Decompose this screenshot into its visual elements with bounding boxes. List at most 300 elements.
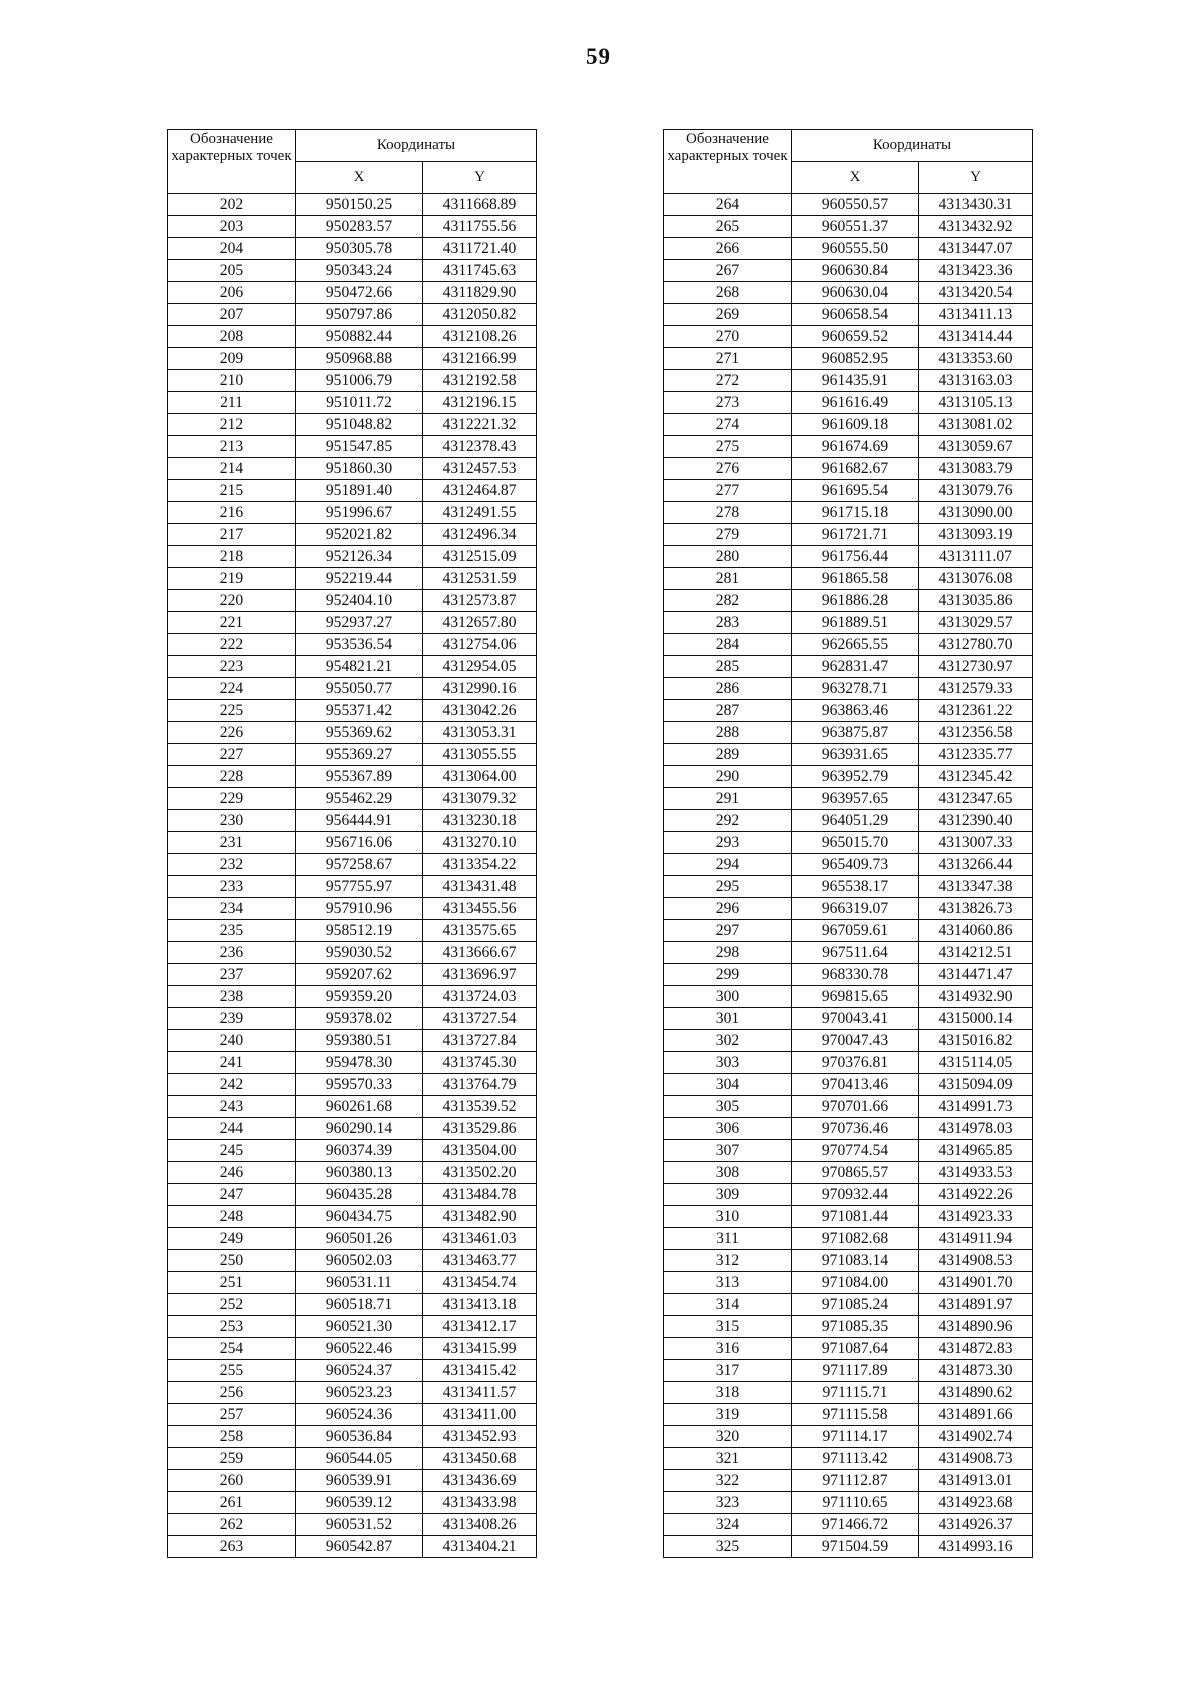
point-id-cell: 250: [168, 1250, 296, 1272]
x-coordinate-cell: 960544.05: [296, 1448, 423, 1470]
x-coordinate-cell: 955369.27: [296, 744, 423, 766]
y-coordinate-cell: 4312361.22: [919, 700, 1033, 722]
y-coordinate-cell: 4313055.55: [423, 744, 537, 766]
x-coordinate-cell: 963863.46: [792, 700, 919, 722]
point-id-cell: 319: [664, 1404, 792, 1426]
x-coordinate-cell: 959030.52: [296, 942, 423, 964]
y-coordinate-cell: 4312166.99: [423, 348, 537, 370]
y-coordinate-cell: 4312531.59: [423, 568, 537, 590]
table-row: [664, 634, 1033, 656]
point-id-cell: 210: [168, 370, 296, 392]
y-coordinate-cell: 4313745.30: [423, 1052, 537, 1074]
x-coordinate-cell: 951011.72: [296, 392, 423, 414]
x-coordinate-cell: 960522.46: [296, 1338, 423, 1360]
point-id-cell: 241: [168, 1052, 296, 1074]
x-coordinate-cell: 957755.97: [296, 876, 423, 898]
x-coordinate-cell: 959207.62: [296, 964, 423, 986]
y-coordinate-cell: 4313764.79: [423, 1074, 537, 1096]
table-row: [664, 1294, 1033, 1316]
x-coordinate-cell: 951048.82: [296, 414, 423, 436]
x-coordinate-cell: 950305.78: [296, 238, 423, 260]
table-row: [664, 920, 1033, 942]
x-coordinate-cell: 959380.51: [296, 1030, 423, 1052]
point-id-cell: 251: [168, 1272, 296, 1294]
point-id-cell: 263: [168, 1536, 296, 1558]
y-coordinate-cell: 4313450.68: [423, 1448, 537, 1470]
x-coordinate-cell: 971112.87: [792, 1470, 919, 1492]
y-coordinate-cell: 4312780.70: [919, 634, 1033, 656]
table-row: [664, 1448, 1033, 1470]
x-coordinate-cell: 968330.78: [792, 964, 919, 986]
table-row: [168, 392, 537, 414]
y-coordinate-cell: 4313412.17: [423, 1316, 537, 1338]
point-id-cell: 212: [168, 414, 296, 436]
y-coordinate-cell: 4313461.03: [423, 1228, 537, 1250]
point-id-cell: 225: [168, 700, 296, 722]
table-row: [168, 458, 537, 480]
y-coordinate-cell: 4311721.40: [423, 238, 537, 260]
y-coordinate-cell: 4312335.77: [919, 744, 1033, 766]
table-row: [664, 898, 1033, 920]
y-coordinate-cell: 4314923.33: [919, 1206, 1033, 1228]
table-row: [168, 1360, 537, 1382]
y-coordinate-cell: 4313452.93: [423, 1426, 537, 1448]
table-row: [664, 1008, 1033, 1030]
table-row: [664, 678, 1033, 700]
table-row: [168, 1448, 537, 1470]
point-id-cell: 325: [664, 1536, 792, 1558]
y-coordinate-cell: 4313413.18: [423, 1294, 537, 1316]
point-id-cell: 318: [664, 1382, 792, 1404]
point-id-cell: 324: [664, 1514, 792, 1536]
y-column-header: Y: [919, 162, 1033, 194]
point-id-cell: 313: [664, 1272, 792, 1294]
table-row: [664, 502, 1033, 524]
table-row: [168, 480, 537, 502]
table-row: [664, 1514, 1033, 1536]
point-id-cell: 311: [664, 1228, 792, 1250]
y-coordinate-cell: 4313455.56: [423, 898, 537, 920]
table-row: [168, 1096, 537, 1118]
point-id-cell: 249: [168, 1228, 296, 1250]
table-row: [664, 194, 1033, 216]
table-row: [664, 392, 1033, 414]
point-id-cell: 264: [664, 194, 792, 216]
table-row: [664, 1360, 1033, 1382]
x-coordinate-cell: 970413.46: [792, 1074, 919, 1096]
point-id-cell: 277: [664, 480, 792, 502]
table-row: [168, 898, 537, 920]
table-row: [168, 854, 537, 876]
table-row: [664, 854, 1033, 876]
table-row: [664, 612, 1033, 634]
table-row: [168, 1140, 537, 1162]
x-coordinate-cell: 955367.89: [296, 766, 423, 788]
y-coordinate-cell: 4313035.86: [919, 590, 1033, 612]
x-coordinate-cell: 960502.03: [296, 1250, 423, 1272]
x-coordinate-cell: 952937.27: [296, 612, 423, 634]
x-coordinate-cell: 960524.36: [296, 1404, 423, 1426]
point-id-cell: 236: [168, 942, 296, 964]
y-coordinate-cell: 4313447.07: [919, 238, 1033, 260]
point-id-cell: 242: [168, 1074, 296, 1096]
x-coordinate-cell: 965409.73: [792, 854, 919, 876]
point-id-cell: 286: [664, 678, 792, 700]
table-row: [168, 744, 537, 766]
table-row: [664, 1492, 1033, 1514]
table-row: [168, 656, 537, 678]
table-row: [664, 964, 1033, 986]
x-coordinate-cell: 963278.71: [792, 678, 919, 700]
point-id-cell: 272: [664, 370, 792, 392]
x-coordinate-cell: 963957.65: [792, 788, 919, 810]
x-coordinate-cell: 950797.86: [296, 304, 423, 326]
x-coordinate-cell: 965015.70: [792, 832, 919, 854]
point-id-cell: 204: [168, 238, 296, 260]
y-coordinate-cell: 4314873.30: [919, 1360, 1033, 1382]
table-row: [168, 1536, 537, 1558]
point-id-cell: 296: [664, 898, 792, 920]
table-row: [168, 678, 537, 700]
table-row: [664, 1382, 1033, 1404]
point-id-cell: 247: [168, 1184, 296, 1206]
x-coordinate-cell: 960551.37: [792, 216, 919, 238]
y-coordinate-cell: 4313093.19: [919, 524, 1033, 546]
y-coordinate-cell: 4312196.15: [423, 392, 537, 414]
x-coordinate-cell: 959359.20: [296, 986, 423, 1008]
table-row: [664, 1096, 1033, 1118]
x-coordinate-cell: 971084.00: [792, 1272, 919, 1294]
y-coordinate-cell: 4313420.54: [919, 282, 1033, 304]
point-id-cell: 273: [664, 392, 792, 414]
y-coordinate-cell: 4314933.53: [919, 1162, 1033, 1184]
table-row: [168, 788, 537, 810]
x-coordinate-cell: 952404.10: [296, 590, 423, 612]
x-coordinate-cell: 961889.51: [792, 612, 919, 634]
point-id-cell: 203: [168, 216, 296, 238]
y-coordinate-cell: 4314471.47: [919, 964, 1033, 986]
table-row: [664, 524, 1033, 546]
x-coordinate-cell: 963952.79: [792, 766, 919, 788]
point-id-cell: 321: [664, 1448, 792, 1470]
y-coordinate-cell: 4314913.01: [919, 1470, 1033, 1492]
y-coordinate-cell: 4312515.09: [423, 546, 537, 568]
x-coordinate-cell: 971083.14: [792, 1250, 919, 1272]
table-row: [664, 304, 1033, 326]
x-coordinate-cell: 950150.25: [296, 194, 423, 216]
x-coordinate-cell: 963931.65: [792, 744, 919, 766]
table-row: [664, 326, 1033, 348]
y-coordinate-cell: 4312050.82: [423, 304, 537, 326]
y-coordinate-cell: 4312657.80: [423, 612, 537, 634]
y-coordinate-cell: 4314902.74: [919, 1426, 1033, 1448]
table-row: [168, 1052, 537, 1074]
y-coordinate-cell: 4313064.00: [423, 766, 537, 788]
x-coordinate-cell: 953536.54: [296, 634, 423, 656]
y-coordinate-cell: 4313539.52: [423, 1096, 537, 1118]
y-coordinate-cell: 4315000.14: [919, 1008, 1033, 1030]
point-id-cell: 231: [168, 832, 296, 854]
x-coordinate-cell: 970865.57: [792, 1162, 919, 1184]
point-id-cell: 208: [168, 326, 296, 348]
point-id-cell: 260: [168, 1470, 296, 1492]
y-coordinate-cell: 4313353.60: [919, 348, 1033, 370]
y-coordinate-cell: 4314923.68: [919, 1492, 1033, 1514]
y-coordinate-cell: 4313090.00: [919, 502, 1033, 524]
x-coordinate-cell: 970047.43: [792, 1030, 919, 1052]
x-coordinate-cell: 961435.91: [792, 370, 919, 392]
point-id-cell: 320: [664, 1426, 792, 1448]
y-coordinate-cell: 4313415.42: [423, 1360, 537, 1382]
y-coordinate-cell: 4314891.97: [919, 1294, 1033, 1316]
point-id-cell: 238: [168, 986, 296, 1008]
point-id-cell: 219: [168, 568, 296, 590]
point-id-cell: 309: [664, 1184, 792, 1206]
x-coordinate-cell: 963875.87: [792, 722, 919, 744]
table-row: [168, 700, 537, 722]
point-id-cell: 237: [168, 964, 296, 986]
table-row: [168, 1206, 537, 1228]
table-row: [168, 370, 537, 392]
y-coordinate-cell: 4312464.87: [423, 480, 537, 502]
y-coordinate-cell: 4312730.97: [919, 656, 1033, 678]
table-row: [664, 1426, 1033, 1448]
y-coordinate-cell: 4313079.76: [919, 480, 1033, 502]
x-coordinate-cell: 961715.18: [792, 502, 919, 524]
x-coordinate-cell: 960630.84: [792, 260, 919, 282]
point-id-cell: 281: [664, 568, 792, 590]
x-coordinate-cell: 961886.28: [792, 590, 919, 612]
point-id-cell: 268: [664, 282, 792, 304]
y-coordinate-cell: 4312356.58: [919, 722, 1033, 744]
point-id-cell: 278: [664, 502, 792, 524]
table-row: [664, 1536, 1033, 1558]
table-row: [664, 656, 1033, 678]
point-id-cell: 284: [664, 634, 792, 656]
point-id-cell: 209: [168, 348, 296, 370]
point-id-cell: 226: [168, 722, 296, 744]
coordinates-header: Координаты: [792, 130, 1033, 162]
table-row: [168, 1074, 537, 1096]
x-coordinate-cell: 960380.13: [296, 1162, 423, 1184]
x-coordinate-cell: 951996.67: [296, 502, 423, 524]
point-id-cell: 282: [664, 590, 792, 612]
y-coordinate-cell: 4312573.87: [423, 590, 537, 612]
table-row: [168, 1008, 537, 1030]
point-id-cell: 220: [168, 590, 296, 612]
point-id-cell: 305: [664, 1096, 792, 1118]
y-coordinate-cell: 4313454.74: [423, 1272, 537, 1294]
x-coordinate-cell: 971085.35: [792, 1316, 919, 1338]
point-id-cell: 215: [168, 480, 296, 502]
x-coordinate-cell: 970701.66: [792, 1096, 919, 1118]
y-coordinate-cell: 4313575.65: [423, 920, 537, 942]
y-coordinate-cell: 4312754.06: [423, 634, 537, 656]
y-coordinate-cell: 4313423.36: [919, 260, 1033, 282]
x-coordinate-cell: 960290.14: [296, 1118, 423, 1140]
table-row: [664, 832, 1033, 854]
point-id-cell: 266: [664, 238, 792, 260]
y-coordinate-cell: 4314908.53: [919, 1250, 1033, 1272]
x-coordinate-cell: 971110.65: [792, 1492, 919, 1514]
y-coordinate-cell: 4313826.73: [919, 898, 1033, 920]
x-coordinate-cell: 960521.30: [296, 1316, 423, 1338]
y-coordinate-cell: 4314212.51: [919, 942, 1033, 964]
y-coordinate-cell: 4313076.08: [919, 568, 1033, 590]
y-coordinate-cell: 4313432.92: [919, 216, 1033, 238]
x-coordinate-cell: 960531.11: [296, 1272, 423, 1294]
x-coordinate-cell: 960501.26: [296, 1228, 423, 1250]
point-id-cell: 202: [168, 194, 296, 216]
y-coordinate-cell: 4313482.90: [423, 1206, 537, 1228]
y-coordinate-cell: 4314891.66: [919, 1404, 1033, 1426]
point-id-cell: 294: [664, 854, 792, 876]
table-row: [168, 260, 537, 282]
y-coordinate-cell: 4315094.09: [919, 1074, 1033, 1096]
x-coordinate-cell: 971081.44: [792, 1206, 919, 1228]
point-id-cell: 259: [168, 1448, 296, 1470]
x-coordinate-cell: 960630.04: [792, 282, 919, 304]
x-coordinate-cell: 961616.49: [792, 392, 919, 414]
x-coordinate-cell: 961865.58: [792, 568, 919, 590]
table-row: [168, 1162, 537, 1184]
table-row: [664, 1250, 1033, 1272]
y-coordinate-cell: 4313081.02: [919, 414, 1033, 436]
point-id-cell: 221: [168, 612, 296, 634]
table-row: [168, 1514, 537, 1536]
x-coordinate-cell: 960542.87: [296, 1536, 423, 1558]
table-row: [168, 304, 537, 326]
y-coordinate-cell: 4311829.90: [423, 282, 537, 304]
y-coordinate-cell: 4313266.44: [919, 854, 1033, 876]
point-id-cell: 213: [168, 436, 296, 458]
x-coordinate-cell: 950472.66: [296, 282, 423, 304]
x-coordinate-cell: 960434.75: [296, 1206, 423, 1228]
table-row: [168, 612, 537, 634]
x-coordinate-cell: 961674.69: [792, 436, 919, 458]
coordinates-header: Координаты: [296, 130, 537, 162]
x-coordinate-cell: 958512.19: [296, 920, 423, 942]
table-row: [664, 1030, 1033, 1052]
table-row: [664, 1228, 1033, 1250]
table-row: [664, 1272, 1033, 1294]
table-row: [664, 1470, 1033, 1492]
x-coordinate-cell: 960539.91: [296, 1470, 423, 1492]
table-row: [664, 436, 1033, 458]
table-row: [168, 502, 537, 524]
table-row: [664, 1074, 1033, 1096]
x-coordinate-cell: 965538.17: [792, 876, 919, 898]
table-row: [664, 1140, 1033, 1162]
y-coordinate-cell: 4313724.03: [423, 986, 537, 1008]
x-coordinate-cell: 961721.71: [792, 524, 919, 546]
table-row: [168, 1030, 537, 1052]
x-coordinate-cell: 957910.96: [296, 898, 423, 920]
table-row: [664, 1118, 1033, 1140]
point-id-cell: 287: [664, 700, 792, 722]
coordinates-table-left: [167, 129, 537, 1558]
table-row: [168, 1426, 537, 1448]
point-id-cell: 234: [168, 898, 296, 920]
y-coordinate-cell: 4312345.42: [919, 766, 1033, 788]
table-row: [168, 1316, 537, 1338]
y-coordinate-cell: 4313727.54: [423, 1008, 537, 1030]
point-id-cell: 303: [664, 1052, 792, 1074]
table-row: [168, 1404, 537, 1426]
point-id-cell: 257: [168, 1404, 296, 1426]
y-coordinate-cell: 4313230.18: [423, 810, 537, 832]
point-id-cell: 304: [664, 1074, 792, 1096]
y-coordinate-cell: 4314872.83: [919, 1338, 1033, 1360]
point-id-cell: 314: [664, 1294, 792, 1316]
y-coordinate-cell: 4312378.43: [423, 436, 537, 458]
y-coordinate-cell: 4314890.62: [919, 1382, 1033, 1404]
y-coordinate-cell: 4313059.67: [919, 436, 1033, 458]
y-coordinate-cell: 4313029.57: [919, 612, 1033, 634]
table-row: [664, 348, 1033, 370]
table-row: [664, 260, 1033, 282]
x-coordinate-cell: 966319.07: [792, 898, 919, 920]
x-coordinate-cell: 955050.77: [296, 678, 423, 700]
point-id-cell: 280: [664, 546, 792, 568]
x-column-header: X: [296, 162, 423, 194]
y-coordinate-cell: 4312192.58: [423, 370, 537, 392]
table-row: [168, 634, 537, 656]
coordinates-table-right: [663, 129, 1033, 1558]
point-id-cell: 239: [168, 1008, 296, 1030]
point-id-cell: 316: [664, 1338, 792, 1360]
x-coordinate-cell: 971087.64: [792, 1338, 919, 1360]
table-body: [664, 194, 1033, 1558]
table-row: [168, 832, 537, 854]
x-coordinate-cell: 960550.57: [792, 194, 919, 216]
table-row: [664, 1316, 1033, 1338]
table-row: [168, 524, 537, 546]
table-row: [664, 876, 1033, 898]
x-coordinate-cell: 960518.71: [296, 1294, 423, 1316]
y-coordinate-cell: 4312954.05: [423, 656, 537, 678]
y-coordinate-cell: 4313529.86: [423, 1118, 537, 1140]
point-id-cell: 261: [168, 1492, 296, 1514]
x-coordinate-cell: 962665.55: [792, 634, 919, 656]
table-row: [664, 414, 1033, 436]
point-id-cell: 299: [664, 964, 792, 986]
y-coordinate-cell: 4313079.32: [423, 788, 537, 810]
table-row: [664, 744, 1033, 766]
point-id-cell: 211: [168, 392, 296, 414]
x-coordinate-cell: 960523.23: [296, 1382, 423, 1404]
point-id-cell: 292: [664, 810, 792, 832]
y-coordinate-cell: 4314908.73: [919, 1448, 1033, 1470]
point-id-cell: 297: [664, 920, 792, 942]
x-coordinate-cell: 950343.24: [296, 260, 423, 282]
point-id-cell: 256: [168, 1382, 296, 1404]
x-coordinate-cell: 955369.62: [296, 722, 423, 744]
y-coordinate-cell: 4313354.22: [423, 854, 537, 876]
point-id-cell: 290: [664, 766, 792, 788]
table-row: [168, 1184, 537, 1206]
point-id-cell: 285: [664, 656, 792, 678]
table-row: [168, 722, 537, 744]
y-coordinate-cell: 4313502.20: [423, 1162, 537, 1184]
y-coordinate-cell: 4313414.44: [919, 326, 1033, 348]
x-coordinate-cell: 967511.64: [792, 942, 919, 964]
table-row: [664, 480, 1033, 502]
x-coordinate-cell: 956716.06: [296, 832, 423, 854]
point-id-cell: 253: [168, 1316, 296, 1338]
point-id-cell: 312: [664, 1250, 792, 1272]
y-coordinate-cell: 4313111.07: [919, 546, 1033, 568]
